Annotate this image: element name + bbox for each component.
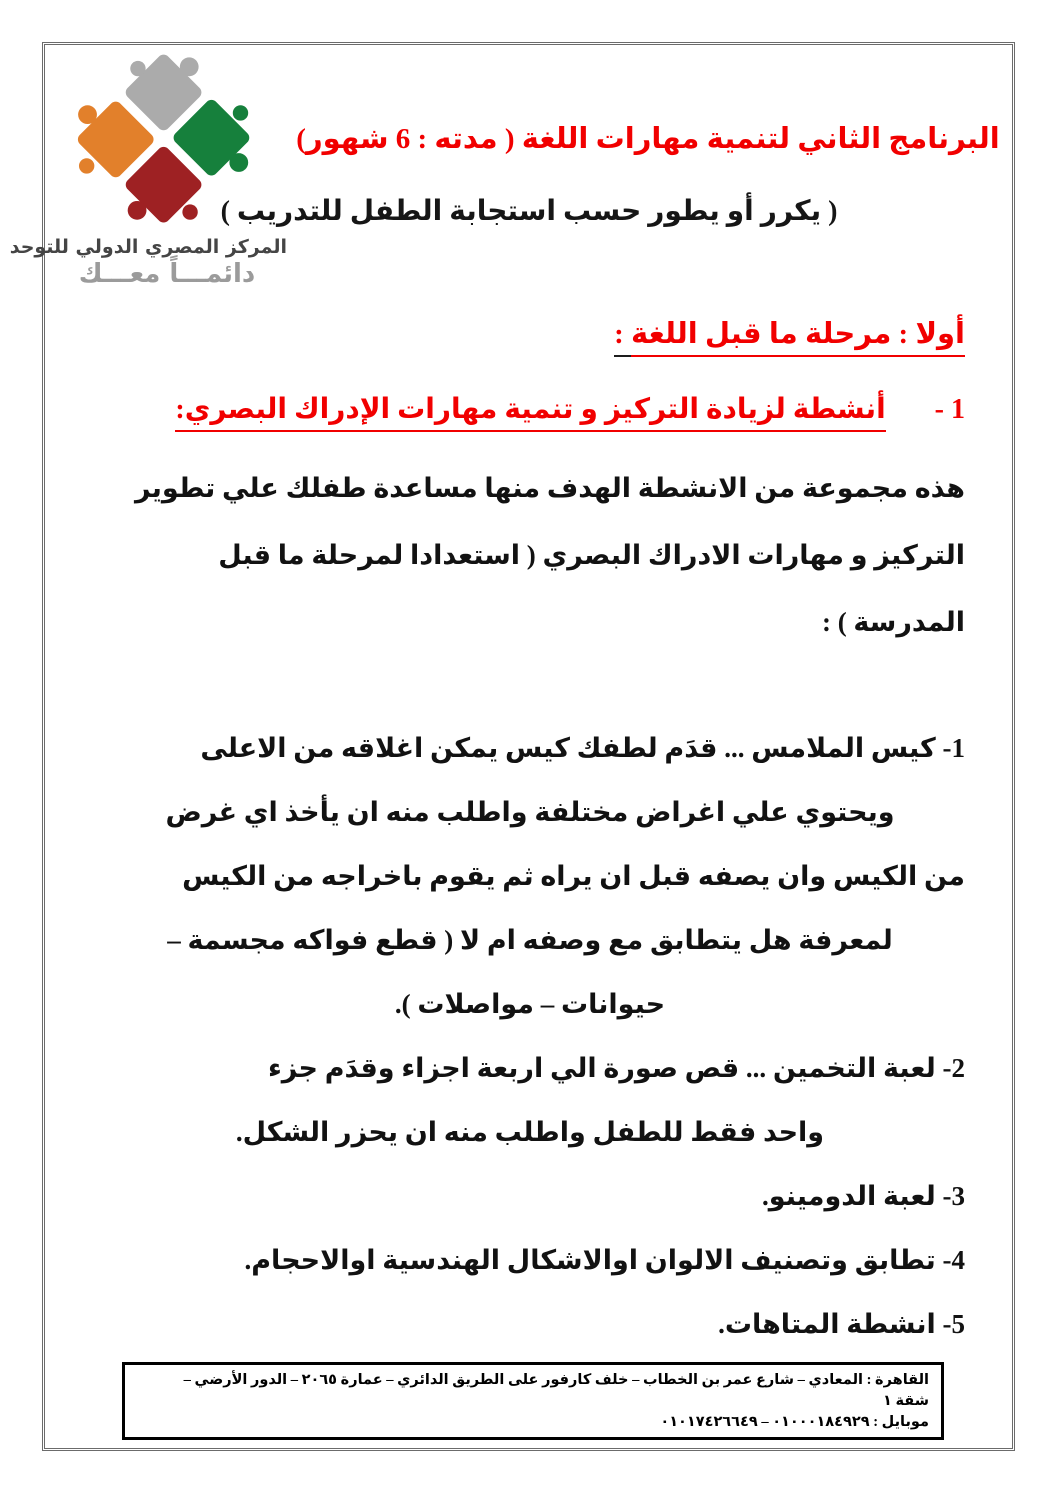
- footer-address-line-2: شقة ١: [883, 1393, 929, 1409]
- footer-address-line-1: القاهرة : المعادي – شارع عمر بن الخطاب – خلف كارفور على الطريق الدائري – عمارة ٢٠٦٥ – الدور الأرضي –: [183, 1372, 929, 1388]
- logo-org-name: المركز المصري الدولي للتوحد: [9, 236, 287, 258]
- document-title: البرنامج الثاني لتنمية مهارات اللغة ( مدته : 6 شهور): [296, 123, 1000, 155]
- activity-item-2: [95, 1036, 965, 1164]
- subsection-heading: [95, 392, 965, 426]
- activity-item-3: 3- لعبة الدومينو.: [762, 1181, 965, 1211]
- activity-line: من الكيس وان يصفه قبل ان يراه ثم يقوم باخراجه من الكيس: [182, 861, 965, 891]
- subsection-title: أنشطة لزيادة التركيز و تنمية مهارات الإدراك البصري:: [175, 394, 885, 432]
- footer-mobile-line: موبايل : ٠١٠٠٠١٨٤٩٢٩ – ٠١٠١٧٤٢٦٦٤٩: [660, 1414, 929, 1430]
- activity-line: واحد فقط للطفل واطلب منه ان يحزر الشكل.: [235, 1117, 825, 1147]
- section-heading: [95, 316, 965, 351]
- activities-list: [95, 716, 965, 1356]
- activity-line: 2- لعبة التخمين ... قص صورة الي اربعة اجزاء وقدَم جزء: [267, 1053, 965, 1083]
- intro-line: المدرسة ) :: [821, 607, 965, 637]
- section-heading-colon: :: [614, 318, 631, 357]
- section-heading-text: أولا : مرحلة ما قبل اللغة: [631, 318, 965, 357]
- center-logo: [9, 46, 287, 302]
- activity-item-4: 4- تطابق وتصنيف الالوان اوالاشكال الهندسية اوالاحجام.: [244, 1245, 965, 1275]
- intro-line: التركيز و مهارات الادراك البصري ( استعدادا لمرحلة ما قبل: [218, 540, 965, 570]
- activity-line: 1- كيس الملامس ... قدَم لطفك كيس يمكن اغلاقه من الاعلى: [200, 733, 965, 763]
- intro-line: هذه مجموعة من الانشطة الهدف منها مساعدة طفلك علي تطوير: [135, 473, 965, 503]
- footer-box: [122, 1362, 944, 1440]
- activity-line: لمعرفة هل يتطابق مع وصفه ام لا ( قطع فواكه مجسمة –: [167, 925, 893, 955]
- intro-paragraph: [95, 455, 965, 656]
- activity-line: ويحتوي علي اغراض مختلفة واطلب منه ان يأخذ اي غرض: [165, 797, 895, 827]
- activity-item-1: [95, 716, 965, 1036]
- subsection-number: 1 -: [927, 394, 965, 425]
- activity-line: حيوانات – مواصلات ).: [394, 989, 666, 1019]
- document-subtitle: ( يكرر أو يطور حسب استجابة الطفل للتدريب ): [220, 196, 838, 227]
- logo-tagline: دائمـــاً معـــك: [78, 259, 256, 289]
- activity-item-5: 5- انشطة المتاهات.: [718, 1309, 965, 1339]
